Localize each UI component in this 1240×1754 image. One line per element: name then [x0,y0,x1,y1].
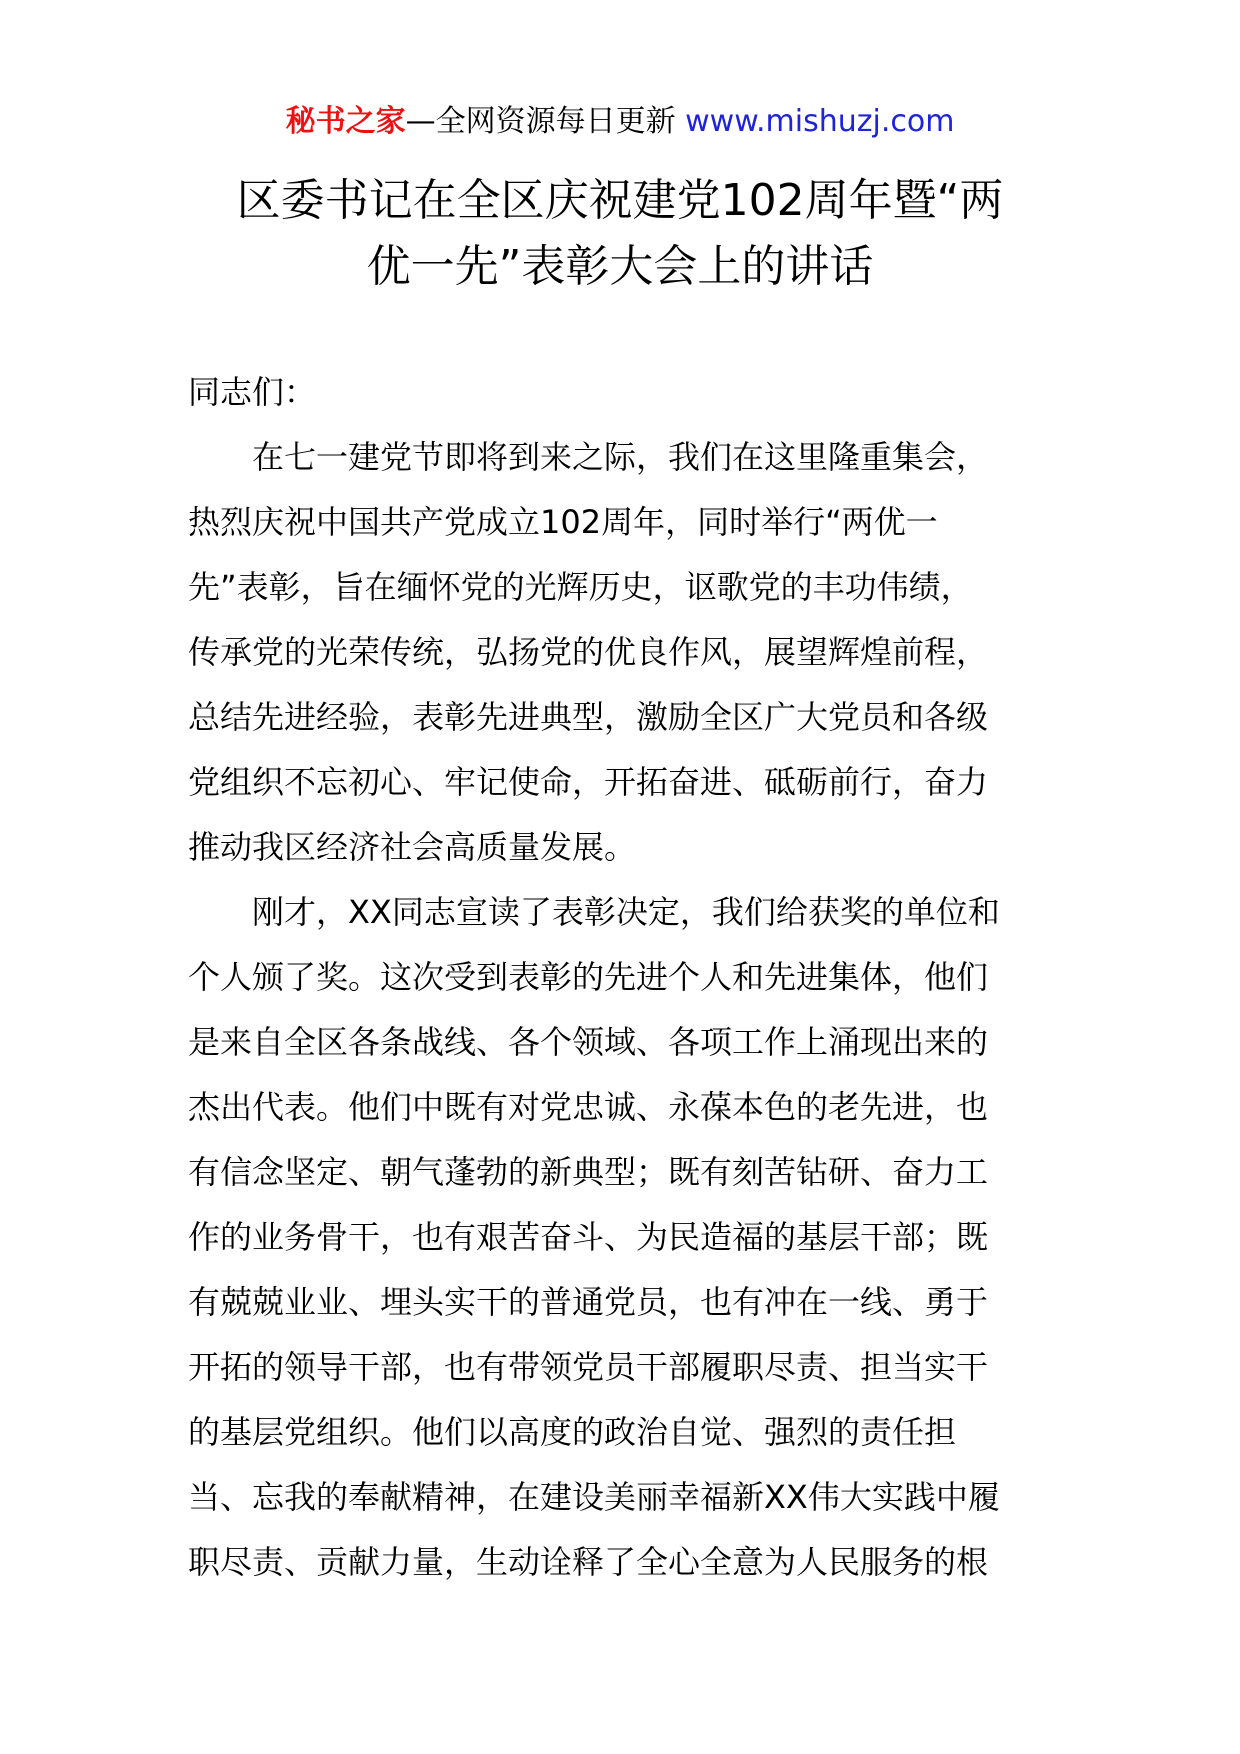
document-body [188,360,1056,1595]
paragraph-line: 个人颁了奖。这次受到表彰的先进个人和先进集体，他们 [188,958,989,996]
title-line-1: 区委书记在全区庆祝建党102周年暨“两 [236,175,1004,226]
salutation: 同志们： [188,373,317,411]
site-header [0,100,1240,144]
paragraph-line: 推动我区经济社会高质量发展。 [188,828,637,866]
paragraph-line: 刚才，XX同志宣读了表彰决定，我们给获奖的单位和 [188,893,1000,931]
document-title [200,168,1040,300]
paragraph-line: 在七一建党节即将到来之际，我们在这里隆重集会， [188,438,989,476]
header-slogan: —全网资源每日更新 [405,104,686,139]
paragraph-line: 职尽责、贡献力量，生动诠释了全心全意为人民服务的根 [188,1543,989,1581]
paragraph-1 [188,425,1056,880]
paragraph-line: 开拓的领导干部，也有带领党员干部履职尽责、担当实干 [188,1348,989,1386]
paragraph-line: 的基层党组织。他们以高度的政治自觉、强烈的责任担 [188,1413,957,1451]
paragraph-2 [188,880,1056,1595]
paragraph-line: 党组织不忘初心、牢记使命，开拓奋进、砥砺前行，奋力 [188,763,989,801]
paragraph-line: 当、忘我的奉献精神，在建设美丽幸福新XX伟大实践中履 [188,1478,1000,1516]
title-line-2: 优一先”表彰大会上的讲话 [366,241,874,292]
paragraph-line: 作的业务骨干，也有艰苦奋斗、为民造福的基层干部；既 [188,1218,989,1256]
site-url-link[interactable]: www.mishuzj.com [685,104,955,139]
brand-name: 秘书之家 [285,104,406,139]
paragraph-line: 杰出代表。他们中既有对党忠诚、永葆本色的老先进，也 [188,1088,989,1126]
paragraph-line: 有信念坚定、朝气蓬勃的新典型；既有刻苦钻研、奋力工 [188,1153,989,1191]
paragraph-line: 传承党的光荣传统，弘扬党的优良作风，展望辉煌前程， [188,633,989,671]
paragraph-line: 总结先进经验，表彰先进典型，激励全区广大党员和各级 [188,698,989,736]
paragraph-line: 有兢兢业业、埋头实干的普通党员，也有冲在一线、勇于 [188,1283,989,1321]
paragraph-line: 先”表彰，旨在缅怀党的光辉历史，讴歌党的丰功伟绩， [188,568,973,606]
paragraph-line: 是来自全区各条战线、各个领域、各项工作上涌现出来的 [188,1023,989,1061]
paragraph-line: 热烈庆祝中国共产党成立102周年，同时举行“两优一 [188,503,938,541]
